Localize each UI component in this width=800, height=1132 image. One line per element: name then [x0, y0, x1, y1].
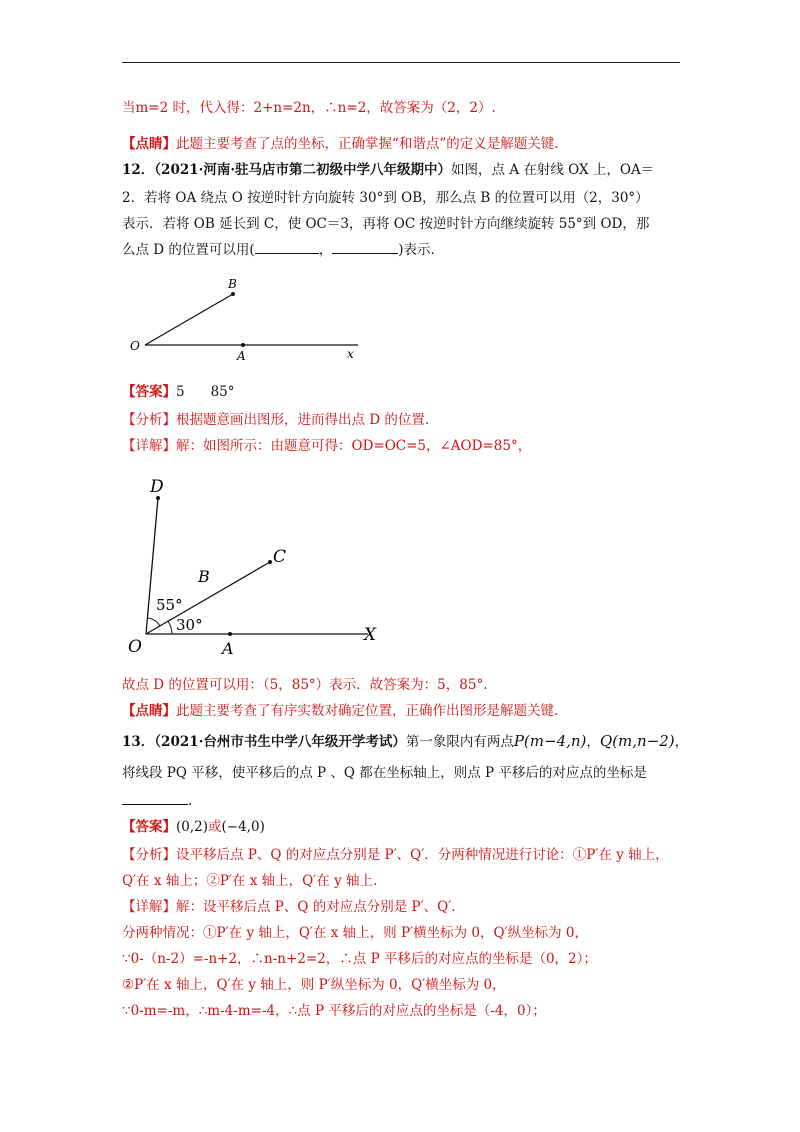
fig2-label-b: B — [198, 567, 210, 586]
fig2-label-a: A — [222, 639, 234, 658]
q12-answer-tag: 【答案】 — [122, 384, 176, 400]
q13-answer-or: 或 — [208, 819, 222, 835]
fig1-point-b — [231, 292, 235, 296]
fig2-label-o: O — [128, 637, 142, 657]
q12-analysis-text: 根据题意画出图形，进而得出点 D 的位置. — [176, 412, 430, 428]
fig1-label-b: B — [228, 277, 237, 291]
fig2-angle-arc-30 — [168, 621, 172, 634]
q12-number: 12． — [122, 162, 155, 178]
prev-answer-text: 当m=2 时，代入得：2+n=2n，∴n=2，故答案为（2，2）. — [122, 100, 496, 116]
q13-answer-tag: 【答案】 — [122, 819, 176, 835]
dianjing-1 — [122, 134, 559, 154]
q12-line4-c: )表示． — [398, 242, 444, 258]
fig2-angle-30-label: 30° — [176, 616, 203, 634]
q13-line3-end: . — [188, 793, 193, 809]
q12-detail-text: 解：如图所示：由题意可得：OD=OC=5，∠AOD=85°， — [176, 438, 532, 454]
q12-line4-b: ， — [318, 242, 333, 258]
q12-detail-tag: 【详解】 — [122, 438, 176, 454]
q13-analysis-1 — [122, 845, 669, 865]
fig2-label-c: C — [273, 547, 287, 567]
q13-detail-l2: 分两种情况：①P′在 y 轴上，Q′在 x 轴上，则 P′横坐标为 0，Q′纵坐标为 0， — [122, 925, 589, 941]
q12-answer-a: 5 — [176, 384, 185, 400]
q13-line1-end: ， — [674, 734, 689, 750]
fig1-label-a: A — [237, 349, 246, 363]
q13-sep: ， — [586, 734, 600, 750]
q13-answer-a: (0,2) — [176, 819, 209, 835]
q13-detail-l5: ∵0-m=-m，∴m-4-m=-4，∴点 P 平移后的对应点的坐标是（-4，0）； — [122, 1003, 546, 1019]
q13-answer-b: (−4,0) — [221, 819, 265, 835]
fig1-segment-ob — [145, 294, 233, 345]
q12-conclusion — [122, 675, 487, 695]
q13-analysis-tag: 【分析】 — [122, 847, 176, 863]
fig2-angle-arc-55 — [147, 618, 160, 626]
q13-analysis-text1: 设平移后点 P、Q 的对应点分别是 P′、Q′．分两种情况进行讨论：①P′在 y 轴上， — [176, 847, 669, 863]
q13-detail-text: 解：设平移后点 P、Q 的对应点分别是 P′、Q′. — [176, 899, 456, 915]
q12-line4 — [122, 240, 444, 260]
q13-detail-l3: ∵0-（n-2）=-n+2，∴n-n+2=2，∴点 P 平移后的对应点的坐标是（0，2）； — [122, 951, 597, 967]
q13-number: 13． — [122, 734, 155, 750]
q12-figure-1 — [120, 270, 380, 370]
q12-analysis-tag: 【分析】 — [122, 412, 176, 428]
prev-answer-line — [122, 98, 496, 118]
fig1-point-a — [241, 343, 245, 347]
q13-source: （2021·台州市书生中学八年级开学考试） — [154, 734, 406, 750]
q12-conclusion-text: 故点 D 的位置可以用：（5，85°）表示．故答案为：5，85°. — [122, 677, 488, 693]
q12-blank-1[interactable] — [255, 241, 319, 254]
q12-dianjing-text: 此题主要考查了有序实数对确定位置，正确作出图形是解题关键. — [176, 703, 559, 719]
q12-line2 — [122, 188, 649, 208]
q13-answer — [122, 817, 265, 837]
q13-line2-text: 将线段 PQ 平移，使平移后的点 P 、Q 都在坐标轴上，则点 P 平移后的对应点的坐标是 — [122, 765, 647, 781]
fig2-label-d: D — [150, 477, 164, 497]
q12-answer — [122, 382, 235, 402]
q13-line2 — [122, 763, 647, 783]
q12-analysis — [122, 410, 429, 430]
q12-blank-2[interactable] — [332, 241, 398, 254]
dianjing-1-tag: 【点睛】 — [122, 136, 176, 152]
q12-line3 — [122, 214, 649, 234]
q13-detail-3 — [122, 949, 597, 969]
q12-line3-text: 表示．若将 OB 延长到 C，使 OC＝3，再将 OC 按逆时针方向继续旋转 55°到 OD，那 — [122, 216, 650, 232]
q13-detail-l4: ②P′在 x 轴上，Q′在 y 轴上，则 P′纵坐标为 0，Q′横坐标为 0， — [122, 977, 506, 993]
dianjing-1-text: 此题主要考查了点的坐标，正确掌握“和谐点”的定义是解题关键. — [176, 136, 559, 152]
q12-dianjing — [122, 701, 558, 721]
q12-figure-2 — [120, 462, 400, 662]
fig2-label-x: X — [364, 625, 377, 645]
q13-detail-1 — [122, 897, 456, 917]
q13-point-q: Q(m,n−2) — [599, 732, 675, 750]
q12-line1 — [122, 160, 654, 180]
q13-analysis-text2: Q′在 x 轴上；②P′在 x 轴上，Q′在 y 轴上. — [122, 873, 378, 889]
header-rule — [122, 62, 680, 63]
q13-detail-4 — [122, 975, 506, 995]
q13-line1-rest: 第一象限内有两点 — [405, 734, 514, 750]
q13-detail-tag: 【详解】 — [122, 899, 176, 915]
q13-analysis-2 — [122, 871, 377, 891]
q12-answer-b: 85° — [210, 384, 235, 400]
q13-line1 — [122, 731, 688, 752]
q12-source: （2021·河南·驻马店市第二初级中学八年级期中） — [154, 162, 452, 178]
q13-detail-2 — [122, 923, 588, 943]
q13-point-p: P(m−4,n) — [513, 732, 587, 750]
fig2-point-a — [228, 632, 232, 636]
fig2-angle-55-label: 55° — [156, 596, 183, 614]
q12-dianjing-tag: 【点睛】 — [122, 703, 176, 719]
q12-line4-a: 么点 D 的位置可以用( — [122, 242, 255, 258]
fig2-point-c — [268, 560, 272, 564]
q13-blank[interactable] — [122, 792, 188, 805]
q12-line2-text: 2．若将 OA 绕点 O 按逆时针方向旋转 30°到 OB，那么点 B 的位置可以用（2，30°） — [122, 190, 649, 206]
q13-line3 — [122, 791, 192, 811]
q13-detail-5 — [122, 1001, 546, 1021]
q12-line1-rest: 如图，点 A 在射线 OX 上，OA＝ — [451, 162, 655, 178]
fig1-label-o: O — [130, 339, 140, 353]
fig1-label-x: x — [347, 347, 354, 361]
q12-detail — [122, 436, 531, 456]
